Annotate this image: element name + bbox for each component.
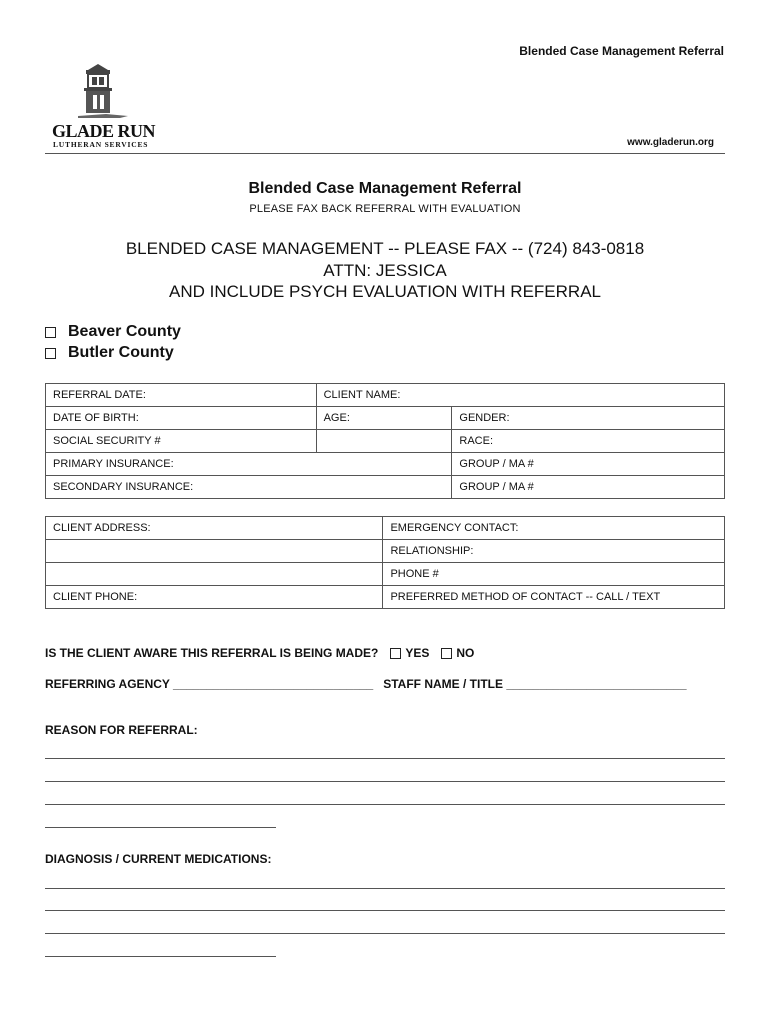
website-url[interactable]: www.gladerun.org	[627, 137, 714, 148]
awareness-question	[45, 646, 474, 660]
awareness-question-text: IS THE CLIENT AWARE THIS REFERRAL IS BEING MADE?	[45, 646, 379, 660]
yes-checkbox-icon[interactable]	[390, 648, 401, 659]
yes-label: YES	[405, 646, 430, 660]
no-label: NO	[456, 646, 475, 660]
county-option-beaver[interactable]	[45, 323, 181, 341]
preferred-contact-field[interactable]: PREFERRED METHOD OF CONTACT -- CALL / TEXT	[383, 586, 725, 609]
county-label: Butler County	[68, 344, 174, 361]
referral-date-field[interactable]: REFERRAL DATE:	[46, 384, 317, 407]
primary-insurance-field[interactable]: PRIMARY INSURANCE:	[46, 453, 452, 476]
checkbox-icon[interactable]	[45, 348, 56, 359]
county-label: Beaver County	[68, 323, 181, 340]
fax-line-1: BLENDED CASE MANAGEMENT -- PLEASE FAX -- (724) 843-0818	[125, 239, 645, 258]
ssn-blank-cell[interactable]	[316, 430, 452, 453]
group-ma-field-2[interactable]: GROUP / MA #	[452, 476, 725, 499]
fax-line-2: ATTN: JESSICA	[323, 261, 447, 280]
reason-line[interactable]	[45, 781, 725, 782]
age-field[interactable]: AGE:	[316, 407, 452, 430]
reason-line[interactable]	[45, 827, 276, 828]
referring-agency-line[interactable]: REFERRING AGENCY ______________________________ STAFF NAME / TITLE ___________________________	[45, 677, 687, 691]
county-option-butler[interactable]	[45, 344, 174, 362]
dob-field[interactable]: DATE OF BIRTH:	[46, 407, 317, 430]
gender-field[interactable]: GENDER:	[452, 407, 725, 430]
race-field[interactable]: RACE:	[452, 430, 725, 453]
reason-line[interactable]	[45, 804, 725, 805]
address-line-3[interactable]	[46, 563, 383, 586]
address-line-2[interactable]	[46, 540, 383, 563]
diagnosis-line[interactable]	[45, 933, 725, 934]
diagnosis-line[interactable]	[45, 910, 725, 911]
client-info-table	[45, 383, 725, 499]
diagnosis-line[interactable]	[45, 956, 276, 957]
reason-line[interactable]	[45, 758, 725, 759]
logo-subtitle: LUTHERAN SERVICES	[53, 140, 149, 149]
secondary-insurance-field[interactable]: SECONDARY INSURANCE:	[46, 476, 452, 499]
diagnosis-label: DIAGNOSIS / CURRENT MEDICATIONS:	[45, 852, 272, 866]
reason-label: REASON FOR REFERRAL:	[45, 723, 198, 737]
ssn-field[interactable]: SOCIAL SECURITY #	[46, 430, 317, 453]
page-title: Blended Case Management Referral	[248, 180, 522, 197]
client-name-field[interactable]: CLIENT NAME:	[316, 384, 724, 407]
diagnosis-line[interactable]	[45, 888, 725, 889]
logo-name: GLADE RUN	[52, 121, 156, 141]
page-subtitle: PLEASE FAX BACK REFERRAL WITH EVALUATION	[249, 203, 521, 215]
emergency-contact-field[interactable]: EMERGENCY CONTACT:	[383, 517, 725, 540]
phone-number-field[interactable]: PHONE #	[383, 563, 725, 586]
fax-line-3: AND INCLUDE PSYCH EVALUATION WITH REFERRAL	[169, 282, 601, 301]
relationship-field[interactable]: RELATIONSHIP:	[383, 540, 725, 563]
client-address-field[interactable]: CLIENT ADDRESS:	[46, 517, 383, 540]
header-divider	[45, 153, 725, 154]
group-ma-field-1[interactable]: GROUP / MA #	[452, 453, 725, 476]
no-checkbox-icon[interactable]	[441, 648, 452, 659]
contact-info-table	[45, 516, 725, 609]
checkbox-icon[interactable]	[45, 327, 56, 338]
header-doc-label: Blended Case Management Referral	[519, 44, 724, 58]
client-phone-field[interactable]: CLIENT PHONE:	[46, 586, 383, 609]
